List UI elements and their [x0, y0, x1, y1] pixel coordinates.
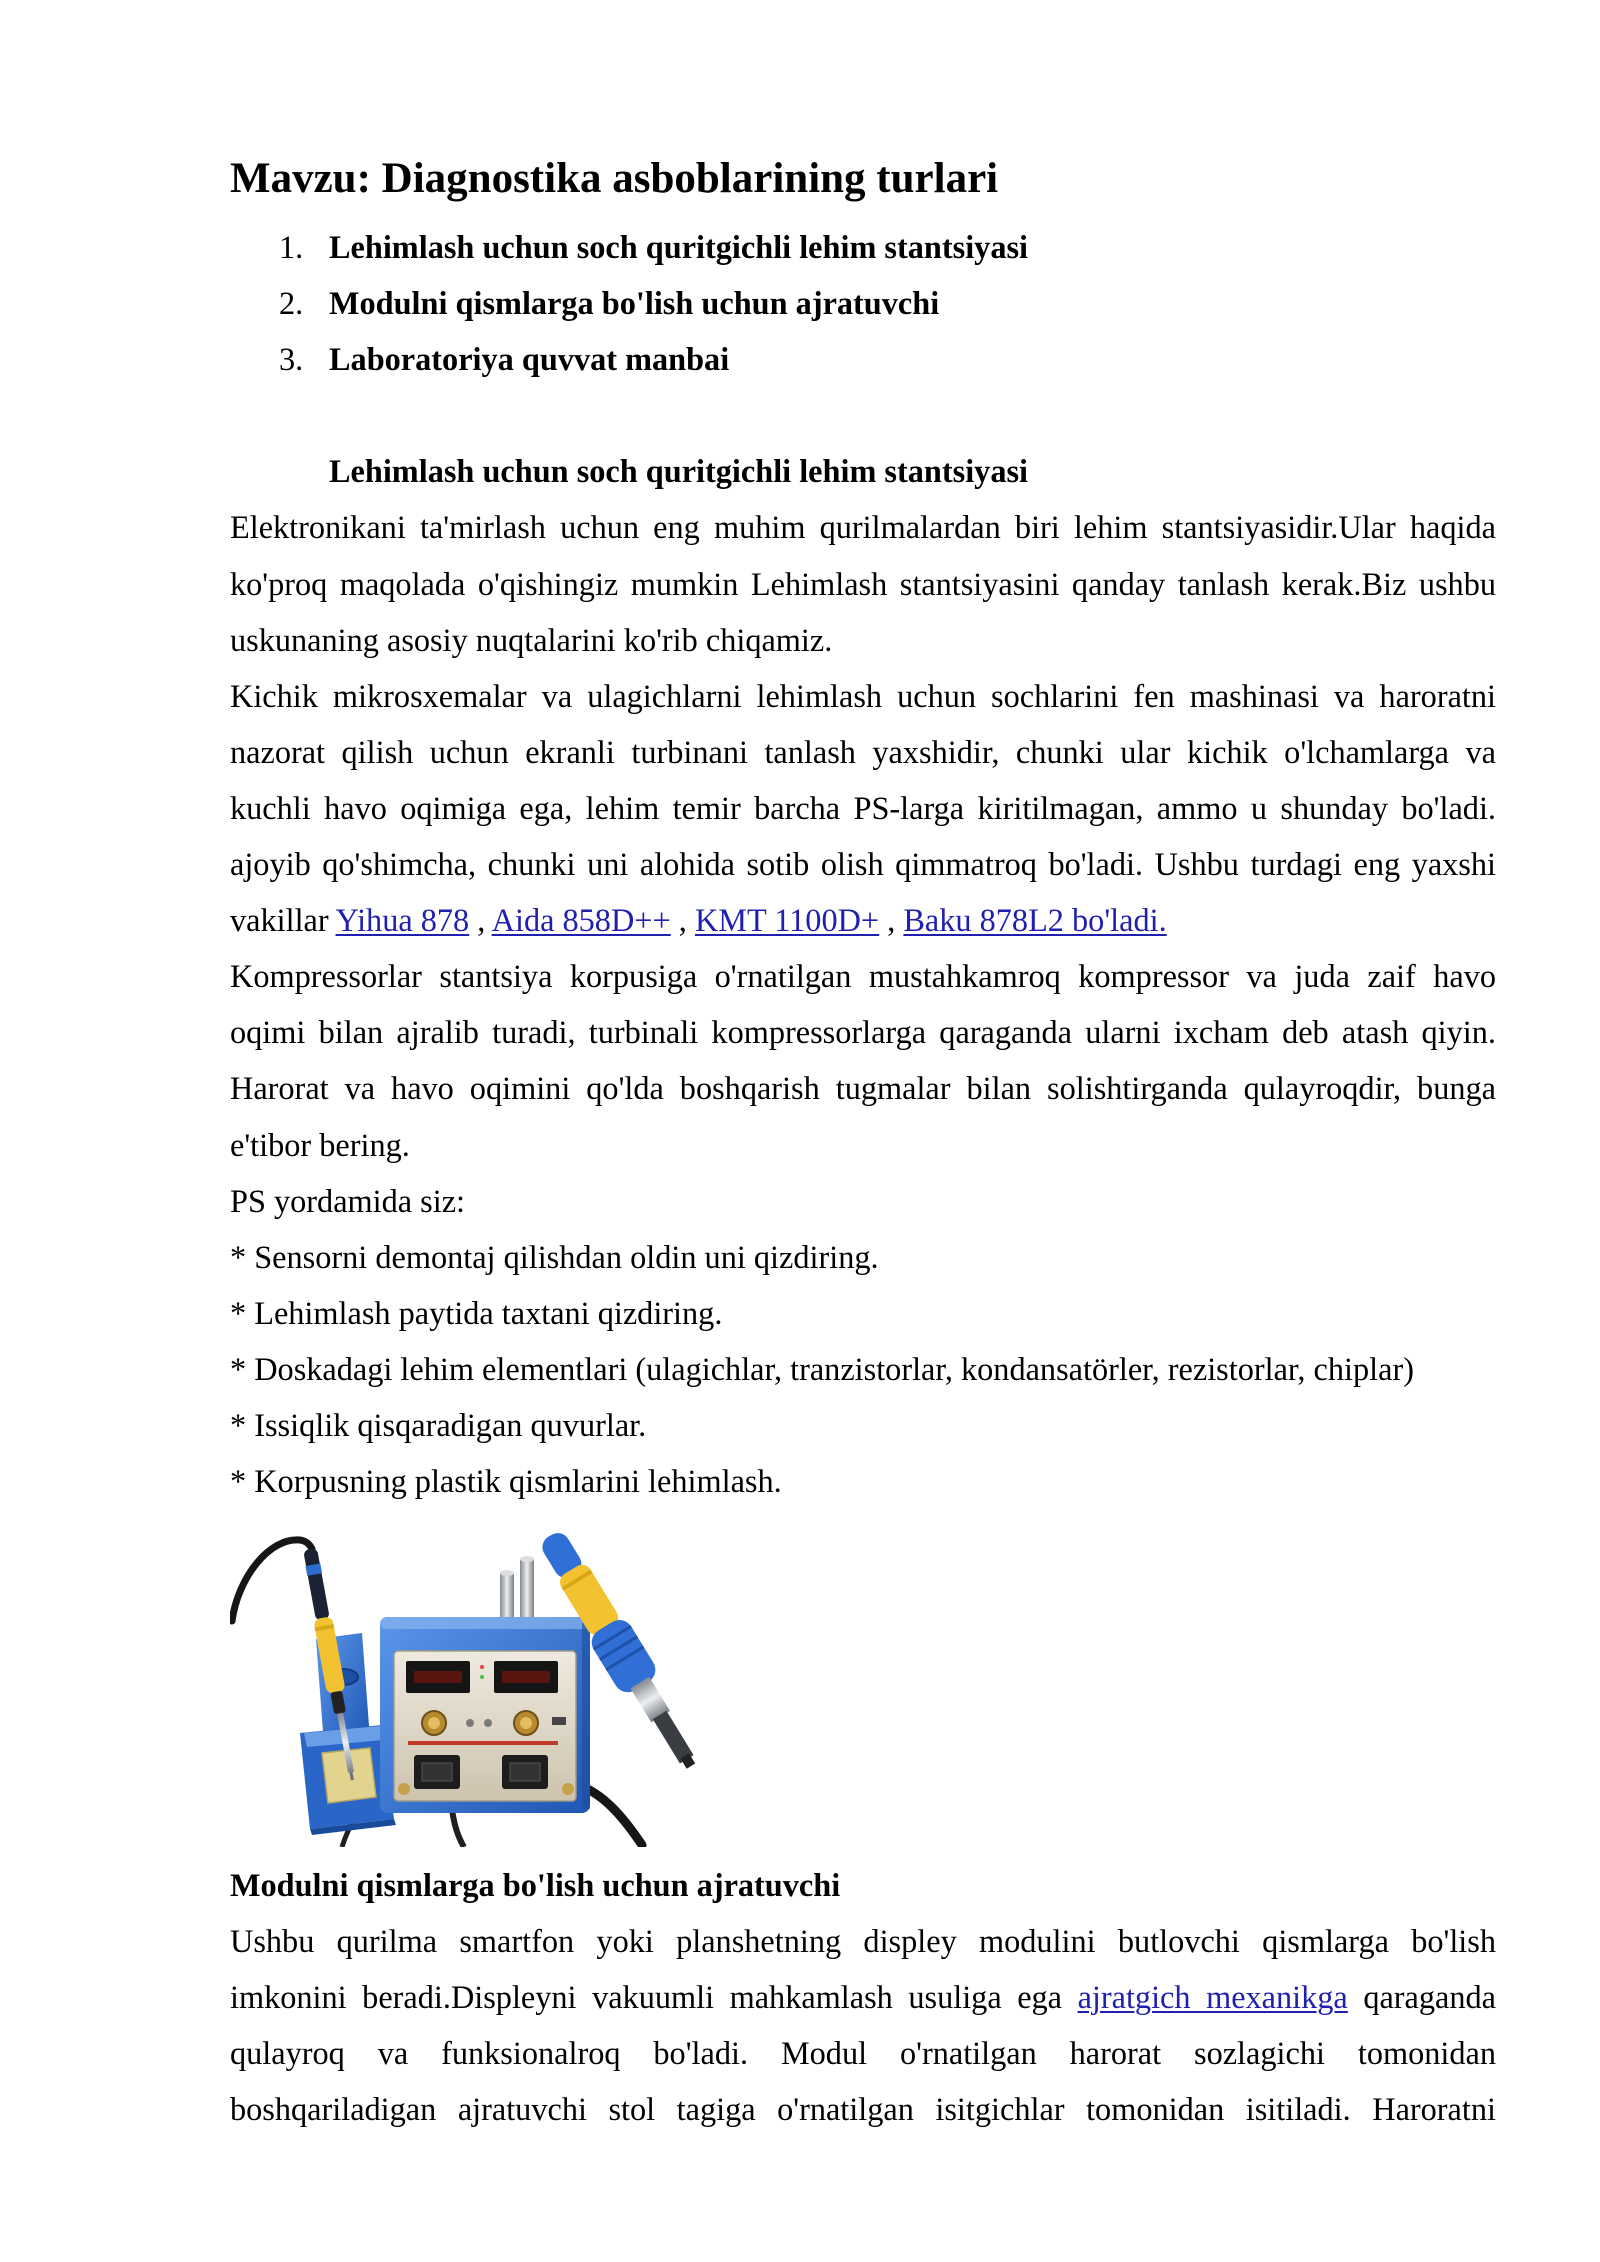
gun-holder-post: [500, 1573, 514, 1623]
section-heading: Lehimlash uchun soch quritgichli lehim stantsiyasi: [329, 453, 1029, 490]
section-heading: Modulni qismlarga bo'lish uchun ajratuvchi: [230, 1867, 841, 1903]
document-body-section-2: [230, 1857, 1496, 2137]
paragraph-line: e'tibor bering.: [230, 1126, 410, 1163]
paragraph-line: Kichik mikrosxemalar va ulagichlarni lehimlash uchun sochlarini fen mashinasi va haroratni: [230, 677, 1496, 714]
contents-label: Lehimlash uchun soch quritgichli lehim stantsiyasi: [329, 229, 1029, 265]
bullet-item: * Korpusning plastik qismlarini lehimlash.: [230, 1463, 782, 1500]
link-kmt-1100d[interactable]: KMT 1100D+: [694, 902, 880, 939]
gun-holder-post: [520, 1559, 534, 1621]
contents-label: Modulni qismlarga bo'lish uchun ajratuvchi: [329, 285, 940, 322]
paragraph-line-with-link: [230, 1969, 1496, 2025]
paragraph-line: kuchli havo oqimiga ega, lehim temir barcha PS-larga kiritilmagan, ammo u shunday bo'ladi.: [230, 789, 1496, 826]
paragraph-line-with-links: [230, 892, 1496, 948]
paragraph-line: nazorat qilish uchun ekranli turbinani tanlash yaxshidir, chunki ular kichik o'lchamlarga va: [230, 733, 1496, 770]
bullet-item: * Sensorni demontaj qilishdan oldin uni qizdiring.: [230, 1238, 879, 1275]
text-segment: ,: [469, 902, 492, 939]
blank-line: [230, 387, 1496, 443]
link-aida-858d[interactable]: Aida 858D++: [491, 902, 671, 939]
uses-intro: PS yordamida siz:: [230, 1182, 466, 1219]
contents-item: [230, 331, 1496, 387]
text-segment: vakillar: [230, 902, 336, 939]
paragraph-line: qulayroq va funksionalroq bo'ladi. Modul o'rnatilgan harorat sozlagichi tomonidan: [230, 2035, 1496, 2072]
station-unit: [380, 1556, 590, 1813]
bullet-item: * Doskadagi lehim elementlari (ulagichlar, tranzistorlar, kondansatörler, rezistorlar, chiplar): [230, 1350, 1414, 1387]
contents-label: Laboratoriya quvvat manbai: [329, 341, 730, 378]
contents-number: 1.: [279, 229, 304, 265]
bullet-item: * Issiqlik qisqaradigan quvurlar.: [230, 1406, 647, 1443]
link-baku-878l2[interactable]: Baku 878L2 bo'ladi.: [903, 902, 1167, 939]
text-segment: ,: [670, 902, 695, 939]
document-body-section-1: [230, 219, 1496, 1509]
link-yihua-878[interactable]: Yihua 878: [335, 902, 470, 939]
paragraph-line: ko'proq maqolada o'qishingiz mumkin Lehimlash stantsiyasini qanday tanlash kerak.Biz ushbu: [230, 565, 1496, 602]
text-segment: ,: [879, 902, 904, 939]
contents-number: 2.: [279, 285, 304, 322]
paragraph-line: Harorat va havo oqimini qo'lda boshqarish tugmalar bilan solishtirganda qulayroqdir, bunga: [230, 1070, 1496, 1107]
paragraph-line: boshqariladigan ajratuvchi stol tagiga o'rnatilgan isitgichlar tomonidan isitiladi. Haroratni: [230, 2091, 1496, 2128]
bullet-item: * Lehimlash paytida taxtani qizdiring.: [230, 1294, 723, 1331]
paragraph-line: Ushbu qurilma smartfon yoki planshetning displey modulini butlovchi qismlarga bo'lish: [230, 1923, 1496, 1960]
paragraph-line: oqimi bilan ajralib turadi, turbinali kompressorlarga qaraganda ularni ixcham deb atash qiyin.: [230, 1014, 1496, 1051]
contents-item: [230, 275, 1496, 331]
paragraph-line: Kompressorlar stantsiya korpusiga o'rnatilgan mustahkamroq kompressor va juda zaif havo: [230, 958, 1496, 995]
link-ajratgich-mexanikga[interactable]: ajratgich mexanikga: [1077, 1979, 1348, 2016]
soldering-station-photo: [230, 1527, 724, 1847]
contents-item: [230, 219, 1496, 275]
paragraph-line: ajoyib qo'shimcha, chunki uni alohida sotib olish qimmatroq bo'ladi. Ushbu turdagi eng yaxshi: [230, 846, 1496, 883]
text-segment: qaraganda: [1347, 1979, 1497, 2016]
text-segment: imkonini beradi.Displeyni vakuumli mahkamlash usuliga ega: [230, 1979, 1078, 2016]
contents-number: 3.: [279, 341, 304, 378]
paragraph-line: Elektronikani ta'mirlash uchun eng muhim qurilmalardan biri lehim stantsiyasidir.Ular haqida: [230, 509, 1496, 546]
paragraph-line: uskunaning asosiy nuqtalarini ko'rib chiqamiz.: [230, 621, 833, 658]
page-title: Mavzu: Diagnostika asboblarining turlari: [230, 155, 999, 202]
